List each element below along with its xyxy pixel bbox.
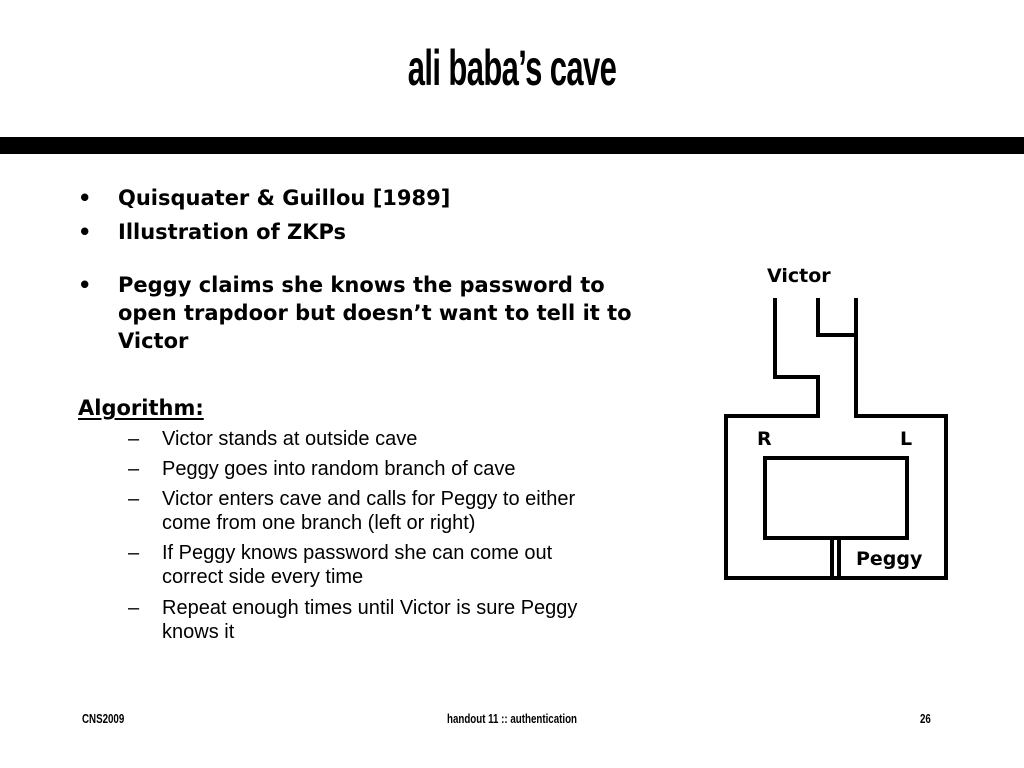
bullet-marker: •: [78, 220, 92, 244]
step-text: Victor stands at outside cave: [162, 428, 418, 450]
algorithm-heading: Algorithm:: [78, 396, 204, 420]
bullet-marker: •: [78, 273, 92, 297]
step-text: Repeat enough times until Victor is sure Peggy: [162, 597, 578, 619]
bullet-text: Illustration of ZKPs: [118, 220, 347, 244]
slide-title: ali baba’s cave: [407, 40, 617, 96]
branch-l-label: L: [900, 428, 913, 450]
step-text: knows it: [162, 621, 235, 643]
footer-center: handout 11 :: authentication: [446, 711, 578, 726]
bullet-text: Quisquater & Guillou [1989]: [118, 186, 451, 210]
step-marker: –: [128, 428, 140, 450]
cave-inner-block: [765, 458, 907, 538]
bullet-text-line: Victor: [118, 329, 189, 353]
step-text: Victor enters cave and calls for Peggy to either: [162, 488, 576, 510]
cave-entrance-right-wall: [818, 300, 856, 335]
peggy-label: Peggy: [856, 548, 923, 570]
bullet-text-line: open trapdoor but doesn’t want to tell it to: [118, 301, 632, 325]
footer-left: CNS2009: [82, 711, 125, 726]
step-marker: –: [128, 488, 140, 510]
step-text: correct side every time: [162, 566, 364, 588]
bullet-text-line: Peggy claims she knows the password to: [118, 273, 605, 297]
footer-page-number: 26: [920, 711, 931, 726]
step-text: come from one branch (left or right): [162, 512, 476, 534]
step-marker: –: [128, 597, 140, 619]
step-text: If Peggy knows password she can come out: [162, 542, 553, 564]
bullet-marker: •: [78, 186, 92, 210]
step-marker: –: [128, 542, 140, 564]
step-marker: –: [128, 458, 140, 480]
branch-r-label: R: [757, 428, 772, 450]
victor-label: Victor: [767, 265, 831, 287]
step-text: Peggy goes into random branch of cave: [162, 458, 516, 480]
